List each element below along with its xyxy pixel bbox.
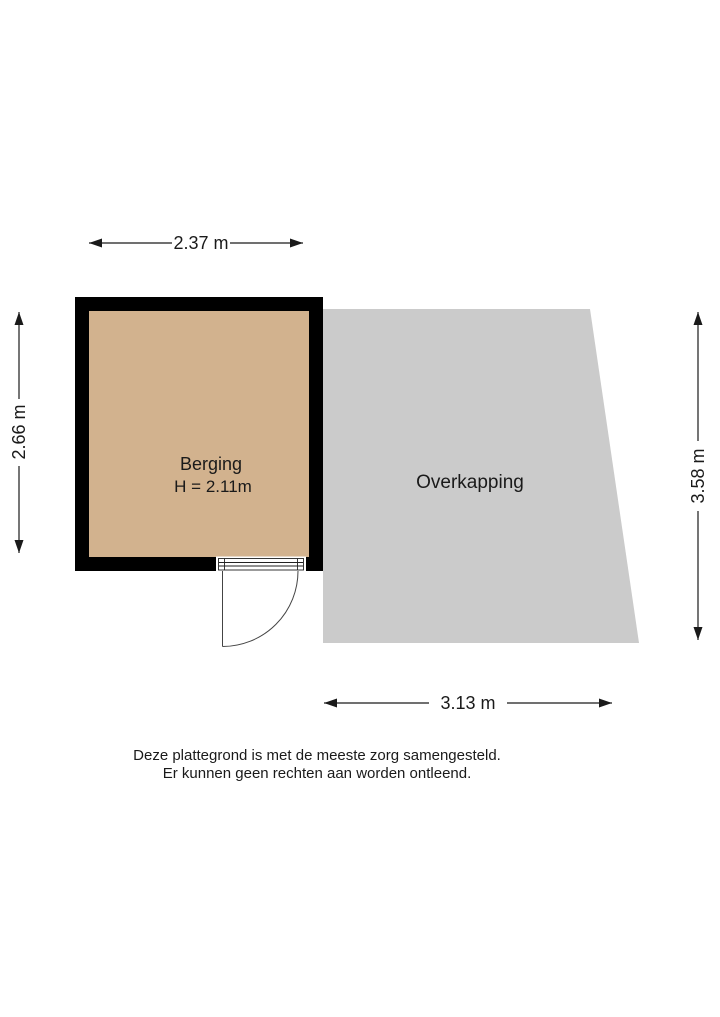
arrowhead-left-icon — [324, 699, 337, 708]
arrowhead-up-icon — [694, 312, 703, 325]
dimension-label-right: 3.58 m — [688, 448, 708, 504]
dimension-label-top: 2.37 m — [173, 233, 229, 253]
berging-floor-shape — [89, 311, 309, 557]
door-swing-arc — [223, 571, 299, 647]
arrowhead-right-icon — [290, 239, 303, 248]
room-label-overkapping: Overkapping — [416, 472, 524, 493]
arrowhead-right-icon — [599, 699, 612, 708]
arrowhead-up-icon — [15, 312, 24, 325]
room-label-berging: Berging — [179, 454, 243, 474]
door-sill — [219, 559, 304, 571]
room-height-label-berging: H = 2.11m — [174, 477, 252, 496]
disclaimer-line-2: Er kunnen geen rechten aan worden ontleend. — [162, 765, 472, 782]
dimension-label-bottom: 3.13 m — [440, 693, 496, 713]
dimension-label-left: 2.66 m — [9, 404, 29, 460]
arrowhead-down-icon — [694, 627, 703, 640]
disclaimer-line-1: Deze plattegrond is met de meeste zorg samengesteld. — [133, 747, 501, 764]
disclaimer-text — [117, 747, 517, 783]
arrowhead-down-icon — [15, 540, 24, 553]
arrowhead-left-icon — [89, 239, 102, 248]
